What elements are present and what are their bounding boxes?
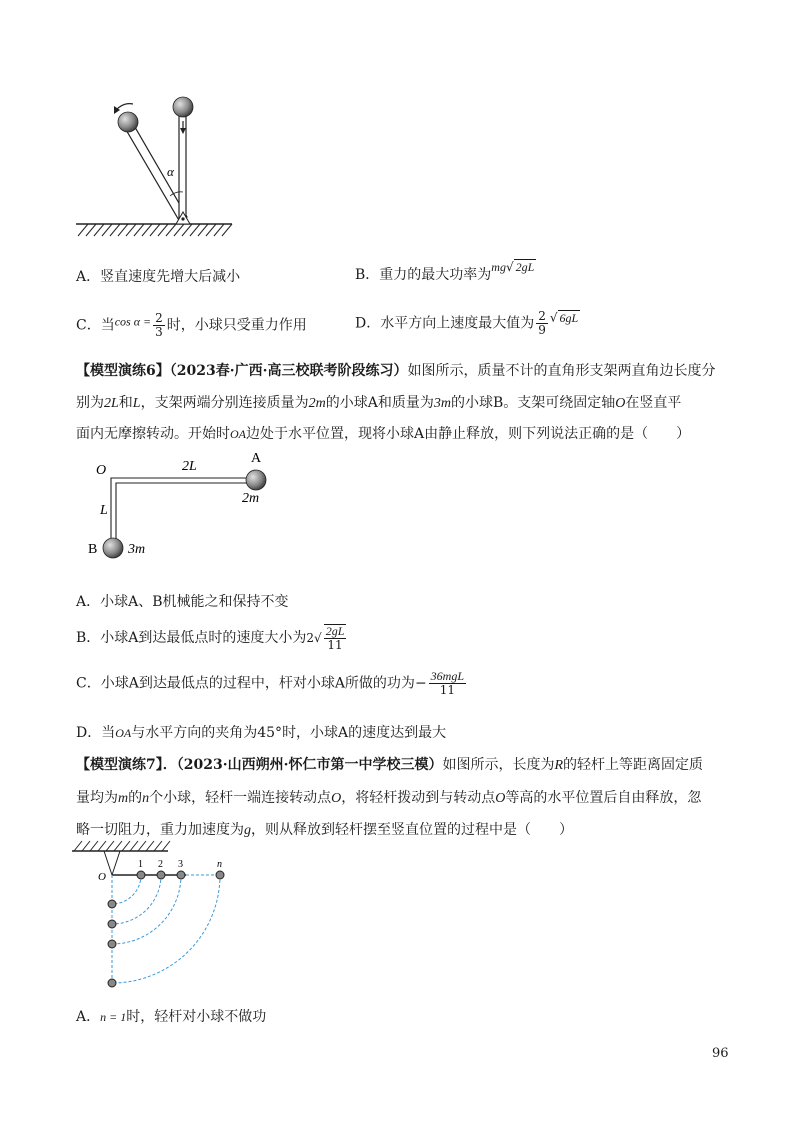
prev-option-c-num: 2 xyxy=(155,311,163,325)
prev-option-c xyxy=(76,312,307,339)
prev-option-c-den: 3 xyxy=(155,325,163,339)
q7-fig-O: O xyxy=(98,871,106,883)
figure-rod-with-balls xyxy=(0,840,800,1010)
q6-option-d xyxy=(76,722,446,742)
q7-fig-3: 3 xyxy=(178,859,183,870)
q6-fig-L: L xyxy=(100,503,108,518)
q6-l2-d: 的小球A和质量为 xyxy=(325,395,434,411)
q7-l1-b: 的轻杆上等距离固定质 xyxy=(563,757,704,773)
prev-option-b-text: B．重力的最大功率为 xyxy=(355,267,492,283)
q7-l3-g: g xyxy=(244,823,251,838)
q7-l2-e: 等高的水平位置后自由释放，忽 xyxy=(505,790,702,806)
q6-d-OA: OA xyxy=(115,726,132,740)
q7-l2-n: n xyxy=(142,791,150,806)
q6-option-c-sign: − xyxy=(414,675,427,692)
q7-l3-a: 略一切阻力，重力加速度为 xyxy=(76,822,244,838)
q6-fig-B: B xyxy=(88,542,98,557)
q7-l3-b: ，则从释放到轻杆摆至竖直位置的过程中是（ ） xyxy=(251,822,573,838)
page-number: 96 xyxy=(712,1046,729,1061)
figure-rotating-rods xyxy=(0,0,800,250)
q6-l2-2L: 2L xyxy=(104,396,119,411)
q6-fig-2m: 2m xyxy=(242,491,260,506)
alpha-label: α xyxy=(167,164,174,179)
prev-option-b-radicand: 2gL xyxy=(515,260,535,274)
q6-option-c-text: C．小球A到达最低点的过程中，杆对小球A所做的功为 xyxy=(76,675,415,692)
q6-option-b-num: 2gL xyxy=(325,624,345,638)
q7-a-b: 时，轻杆对小球不做功 xyxy=(126,1009,267,1025)
prev-option-b: B．重力的最大功率为mg√ 2gL xyxy=(355,260,535,283)
prev-option-d-radicand: 6gL xyxy=(559,310,579,325)
q6-option-a: A．小球A、B机械能之和保持不变 xyxy=(76,594,289,610)
q6-l2-O: O xyxy=(615,396,626,411)
q6-option-c xyxy=(76,670,468,697)
q7-option-a xyxy=(76,1006,266,1026)
q7-l2-c: 个小球，轻杆一端连接转动点 xyxy=(149,790,332,806)
q7-a-eq: n = 1 xyxy=(100,1010,127,1024)
q6-l2-a: 别为 xyxy=(76,395,104,411)
q7-l2-O: O xyxy=(331,791,342,806)
q6-fig-O: O xyxy=(96,463,107,478)
prev-option-d: D．水平方向上速度最大值为 $\frac{2}{9}$ √ 6gL xyxy=(355,309,579,337)
q6-option-b-den: 11 xyxy=(327,638,343,652)
q6-d-b: 与水平方向的夹角为 xyxy=(131,725,258,741)
q7-heading: 【模型演练7】．（2023·山西朔州·怀仁市第一中学校三模） xyxy=(76,757,443,773)
q7-fig-n: n xyxy=(217,859,222,870)
q6-l3-a: 面内无摩擦转动。开始时 xyxy=(76,426,230,442)
q7-l2-d: ，将轻杆拨动到与转动点 xyxy=(341,790,496,806)
q6-option-c-den: 11 xyxy=(439,683,455,697)
q6-l2-c: ，支架两端分别连接质量为 xyxy=(140,395,309,411)
figure-right-angle-frame xyxy=(0,440,800,570)
q6-d-a: D．当 xyxy=(76,725,116,741)
q7-line-2 xyxy=(76,787,701,807)
q6-fig-A: A xyxy=(251,451,262,466)
q7-l2-a: 量均为 xyxy=(76,790,118,806)
q6-l2-3m: 3m xyxy=(433,396,451,411)
q6-fig-3m: 3m xyxy=(128,542,146,557)
q7-fig-1: 1 xyxy=(138,859,143,870)
q6-l2-L: L xyxy=(132,396,141,411)
prev-option-d-num: 2 xyxy=(538,309,546,323)
q6-option-b-text: B．小球A到达最低点时的速度大小为 xyxy=(76,630,307,646)
q6-l2-f: 在竖直平 xyxy=(625,395,682,411)
q6-option-b-coef: 2 xyxy=(306,631,315,645)
prev-option-d-den: 9 xyxy=(538,323,546,337)
q6-l3-b: 边处于水平位置，现将小球A由静止释放，则下列说法正确的是（ ） xyxy=(246,426,691,442)
q7-a-a: A． xyxy=(76,1009,101,1025)
q6-option-c-num: 36mgL xyxy=(430,669,465,683)
q7-l1-a: 如图所示，长度为 xyxy=(442,757,555,773)
prev-option-d-text: D．水平方向上速度最大值为 xyxy=(355,315,535,332)
q7-l2-b: 的 xyxy=(128,790,143,806)
q7-line-3 xyxy=(76,819,573,839)
q6-l2-2m: 2m xyxy=(308,396,326,411)
prev-option-c-cos: cos α = xyxy=(114,314,152,329)
q6-heading: 【模型演练6】（2023春·广西·高三校联考阶段练习） xyxy=(76,363,408,379)
prev-option-a: A．竖直速度先增大后减小 xyxy=(76,269,241,285)
q6-line-2 xyxy=(76,392,681,412)
q6-d-c: 时，小球A的速度达到最大 xyxy=(282,725,447,741)
q6-fig-2L: 2L xyxy=(182,459,197,474)
q6-line1-text: 如图所示，质量不计的直角形支架两直角边长度分 xyxy=(407,363,716,379)
q7-fig-2: 2 xyxy=(158,859,163,870)
q6-option-b: B．小球A到达最低点时的速度大小为2√ $\frac{2gL}{11}$ xyxy=(76,624,345,652)
q7-l2-m: m xyxy=(118,791,129,806)
prev-option-c-post: 时，小球只受重力作用 xyxy=(166,317,307,334)
q7-l2-O2: O xyxy=(495,791,506,806)
q6-d-angle: 45° xyxy=(257,725,283,741)
q6-l2-e: 的小球B。支架可绕固定轴 xyxy=(450,395,616,411)
q7-line-1 xyxy=(76,754,703,774)
prev-option-b-mg: mg xyxy=(491,260,506,274)
q6-l2-b: 和 xyxy=(118,395,133,411)
q6-line-1 xyxy=(76,360,715,380)
prev-option-c-pre: C．当 xyxy=(76,317,115,334)
q7-l1-R: R xyxy=(554,758,564,773)
q6-l3-OA: OA xyxy=(230,427,246,441)
